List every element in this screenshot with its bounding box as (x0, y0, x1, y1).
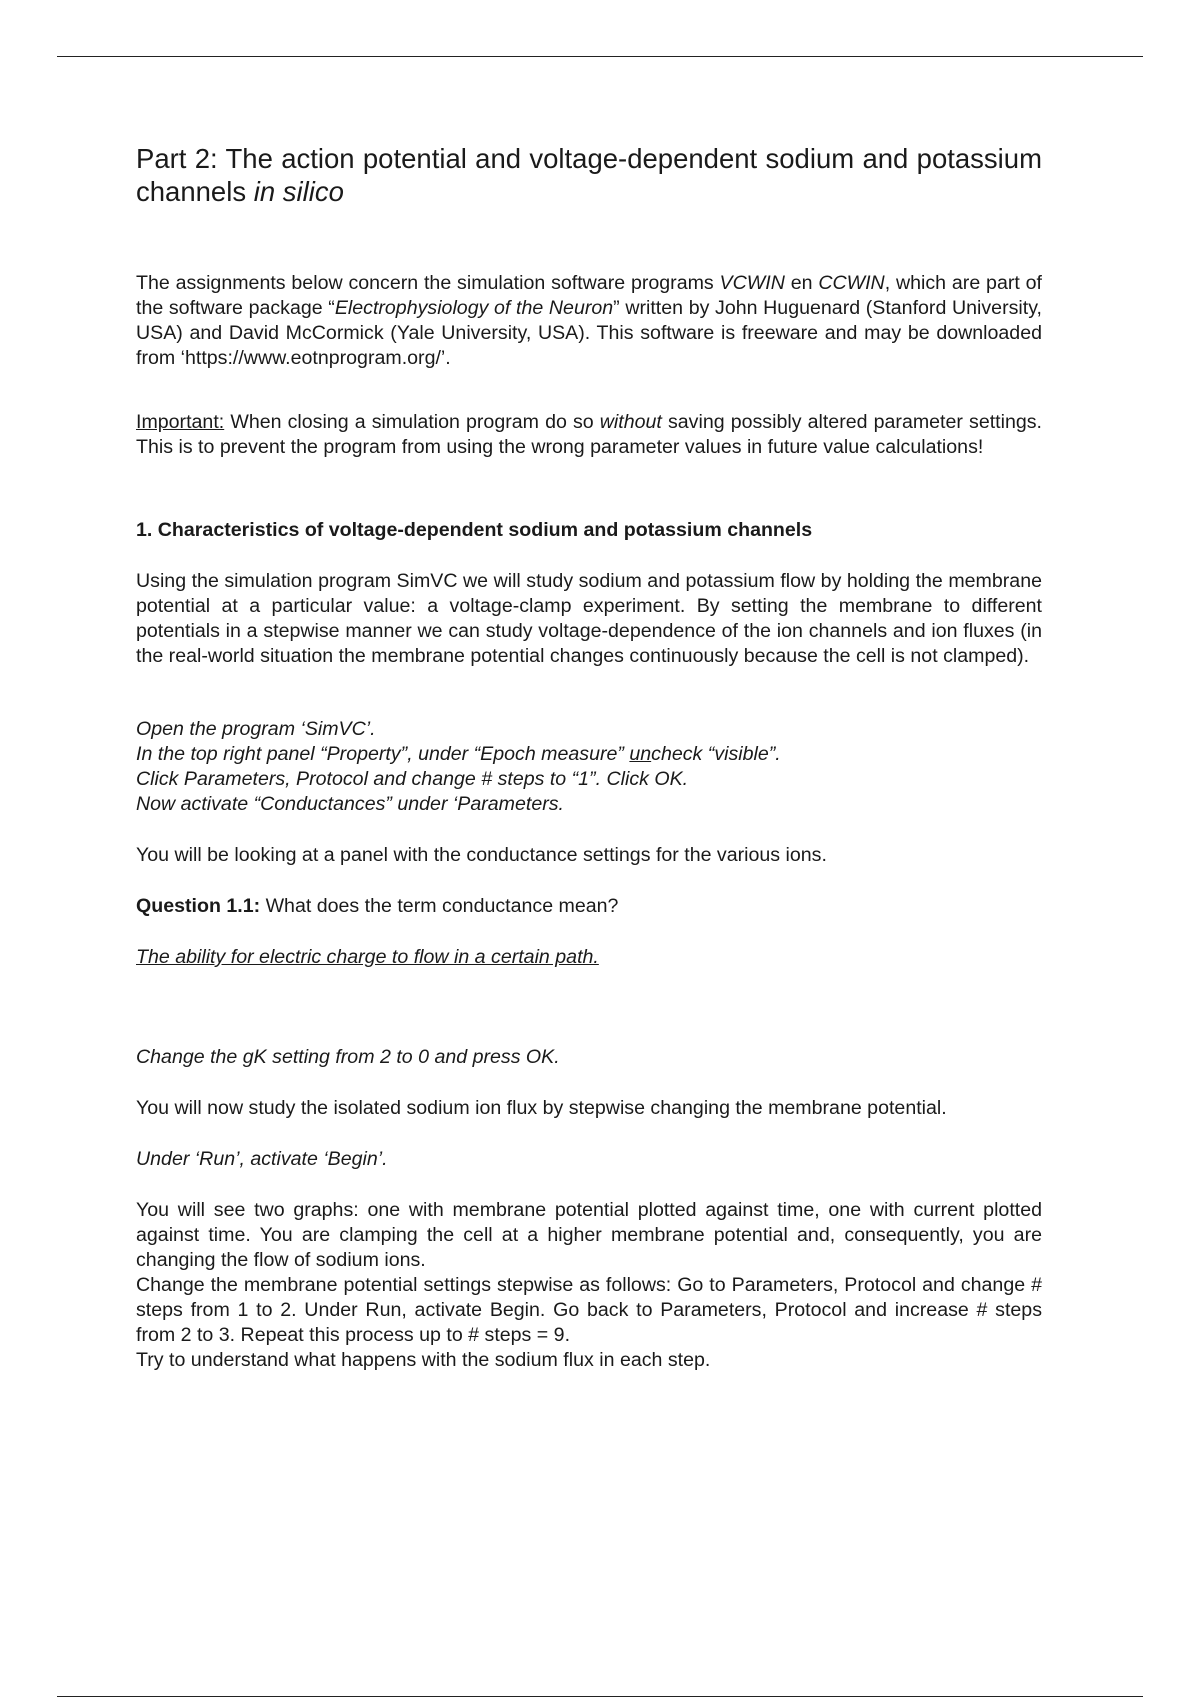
package-name: Electrophysiology of the Neuron (334, 297, 614, 319)
title-italic: in silico (253, 176, 344, 207)
answer-1-1 (136, 945, 1042, 970)
using-paragraph: Using the simulation program SimVC we will study sodium and potassium flow by holding the membrane potential at a particular value: a voltage-clamp experiment. By setting the membrane to different potentials in a stepwise manner we can study voltage-dependence of the ion channels and ion fluxes (in the real-world situation the membrane potential changes continuously because the cell is not clamped). (136, 570, 1042, 667)
instruction-block (136, 717, 1042, 817)
instruction-change-gk: Change the gK setting from 2 to 0 and press OK. (136, 1046, 560, 1068)
instruction-parameters: Click Parameters, Protocol and change # steps to “1”. Click OK. (136, 768, 689, 790)
header-rule (57, 56, 1143, 57)
question-1-1 (136, 894, 1042, 919)
ccwin-name: CCWIN (818, 272, 885, 294)
question-label: Question 1.1: (136, 895, 261, 917)
intro-paragraph (136, 271, 1042, 371)
intro-text-4: ” written by John Huguenard (Stanford University, USA) and David McCormick (Yale University, USA). This software is freeware and may be downloaded from ‘https://www.eotnprogram.org/’. (136, 297, 1042, 369)
important-text-1: When closing a simulation program do so (224, 411, 600, 433)
graphs-paragraph: You will see two graphs: one with membrane potential plotted against time, one with current plotted against time. You are clamping the cell at a higher membrane potential and, consequently, you are changing the flow of sodium ions. (136, 1199, 1042, 1271)
panel-paragraph: You will be looking at a panel with the conductance settings for the various ions. (136, 844, 827, 866)
document-body (136, 142, 1042, 1373)
important-paragraph (136, 410, 1042, 460)
study-paragraph: You will now study the isolated sodium ion flux by stepwise changing the membrane potential. (136, 1097, 947, 1119)
instruction-run: Under ‘Run’, activate ‘Begin’. (136, 1148, 388, 1170)
instruction-property (136, 742, 1042, 767)
intro-text-1: The assignments below concern the simulation software programs (136, 272, 720, 294)
section-heading: 1. Characteristics of voltage-dependent sodium and potassium channels (136, 519, 813, 541)
instruction-property-b: check “visible”. (651, 743, 781, 765)
stepwise-paragraph: Change the membrane potential settings stepwise as follows: Go to Parameters, Protocol and change # steps from 1 to 2. Under Run, activate Begin. Go back to Parameters, Protocol and increase # steps from 2 to 3. Repeat this process up to # steps = 9. (136, 1274, 1042, 1346)
footer-rule (57, 1696, 1143, 1697)
important-text-2: saving possibly altered parameter settings. This is to prevent the program from using the wrong parameter values in future value calculations! (136, 411, 1042, 458)
instruction-property-a: In the top right panel “Property”, under “Epoch measure” (136, 743, 630, 765)
important-without: without (599, 411, 662, 433)
instruction-property-un: un (629, 743, 652, 765)
intro-text-2: en (784, 272, 819, 294)
title-text: Part 2: The action potential and voltage-dependent sodium and potassium channels (136, 143, 1042, 207)
intro-text-3: , which are part of the software package “ (136, 272, 1042, 319)
vcwin-name: VCWIN (719, 272, 785, 294)
important-label: Important: (136, 411, 225, 433)
question-text: What does the term conductance mean? (260, 895, 619, 917)
graphs-block (136, 1198, 1042, 1373)
answer-text: The ability for electric charge to flow in a certain path. (136, 946, 599, 968)
instruction-open: Open the program ‘SimVC’. (136, 718, 376, 740)
instruction-conductances: Now activate “Conductances” under ‘Parameters. (136, 793, 564, 815)
try-paragraph: Try to understand what happens with the sodium flux in each step. (136, 1349, 711, 1371)
page-title (136, 142, 1042, 208)
